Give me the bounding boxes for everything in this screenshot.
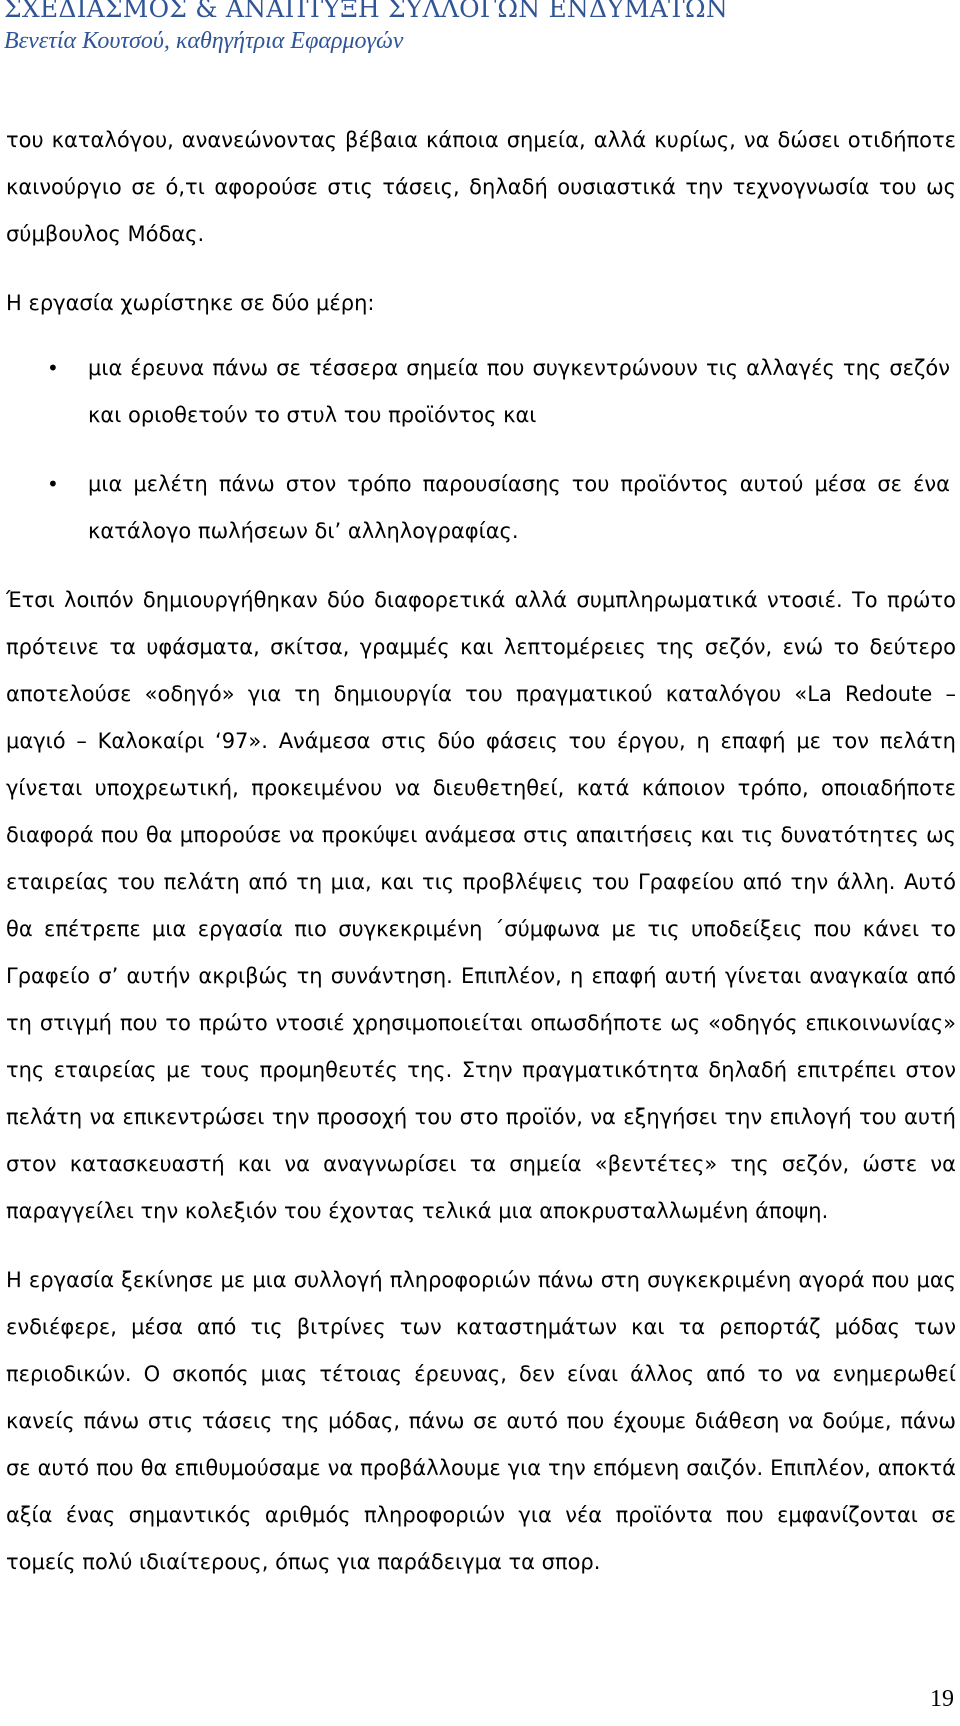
paragraph-2: Η εργασία χωρίστηκε σε δύο μέρη: <box>6 291 375 315</box>
bullet-text: μια έρευνα πάνω σε τέσσερα σημεία που συγκεντρώνουν τις αλλαγές της σεζόν και οριοθετούν το στυλ του προϊόντος και <box>88 356 950 427</box>
header-subtitle: Βενετία Κουτσού, καθηγήτρια Εφαρμογών <box>4 28 404 54</box>
page-number: 19 <box>930 1686 954 1712</box>
header-title: ΣΧΕΔΙΑΣΜΟΣ & ΑΝΑΠΤΥΞΗ ΣΥΛΛΟΓΩΝ ΕΝΔΥΜΑΤΩΝ <box>4 0 728 23</box>
paragraph-1: του καταλόγου, ανανεώνοντας βέβαια κάποια σημεία, αλλά κυρίως, να δώσει οτιδήποτε καινούργιο σε ό,τι αφορούσε στις τάσεις, δηλαδή ουσιαστικά την τεχνογνωσία του ως σύμβουλος Μόδας. <box>6 128 956 246</box>
bullet-text: μια μελέτη πάνω στον τρόπο παρουσίασης του προϊόντος αυτού μέσα σε ένα κατάλογο πωλήσεων δι’ αλληλογραφίας. <box>88 472 950 543</box>
bullet-icon: • <box>47 472 59 496</box>
paragraph-4: Η εργασία ξεκίνησε με μια συλλογή πληροφοριών πάνω στη συγκεκριμένη αγορά που μας ενδιέφερε, μέσα από τις βιτρίνες των καταστημάτων και τα ρεπορτάζ μόδας των περιοδικών. Ο σκοπός μιας τέτοιας έρευνας, δεν είναι άλλος από το να ενημερωθεί κανείς πάνω στις τάσεις της μόδας, πάνω σε αυτό που έχουμε διάθεση να δούμε, πάνω σε αυτό που θα επιθυμούσαμε να προβάλλουμε για την επόμενη σαιζόν. Επιπλέον, αποκτά αξία ένας σημαντικός αριθμός πληροφοριών για νέα προϊόντα που εμφανίζονται σε τομείς πολύ ιδιαίτερους, όπως για παράδειγμα τα σπορ. <box>6 1268 956 1574</box>
bullet-icon: • <box>47 356 59 380</box>
list-item <box>6 345 956 439</box>
paragraph-3: Έτσι λοιπόν δημιουργήθηκαν δύο διαφορετικά αλλά συμπληρωματικά ντοσιέ. Το πρώτο πρότεινε τα υφάσματα, σκίτσα, γραμμές και λεπτομέρειες της σεζόν, ενώ το δεύτερο αποτελούσε «οδηγό» για τη δημιουργία του πραγματικού καταλόγου «La Redoute – μαγιό – Καλοκαίρι ‘97». Ανάμεσα στις δύο φάσεις του έργου, η επαφή με τον πελάτη γίνεται υποχρεωτική, προκειμένου να διευθετηθεί, κατά κάποιον τρόπο, οποιαδήποτε διαφορά που θα μπορούσε να προκύψει ανάμεσα στις απαιτήσεις και τις δυνατότητες ως εταιρείας του πελάτη από τη μια, και τις προβλέψεις του Γραφείου από την άλλη. Αυτό θα επέτρεπε μια εργασία πιο συγκεκριμένη ΄σύμφωνα με τις υποδείξεις που κάνει το Γραφείο σ’ αυτήν ακριβώς τη συνάντηση. Επιπλέον, η επαφή αυτή γίνεται αναγκαία από τη στιγμή που το πρώτο ντοσιέ χρησιμοποιείται οπωσδήποτε ως «οδηγός επικοινωνίας» της εταιρείας με τους προμηθευτές της. Στην πραγματικότητα δηλαδή επιτρέπει στον πελάτη να επικεντρώσει την προσοχή του στο προϊόν, να εξηγήσει την επιλογή του αυτή στον κατασκευαστή και να αναγνωρίσει τα σημεία «βεντέτες» της σεζόν, ώστε να παραγγείλει την κολεξιόν του έχοντας τελικά μια αποκρυσταλλωμένη άποψη. <box>6 588 956 1223</box>
list-item <box>6 461 956 555</box>
bullet-list <box>6 345 956 555</box>
document-body <box>6 117 956 1586</box>
